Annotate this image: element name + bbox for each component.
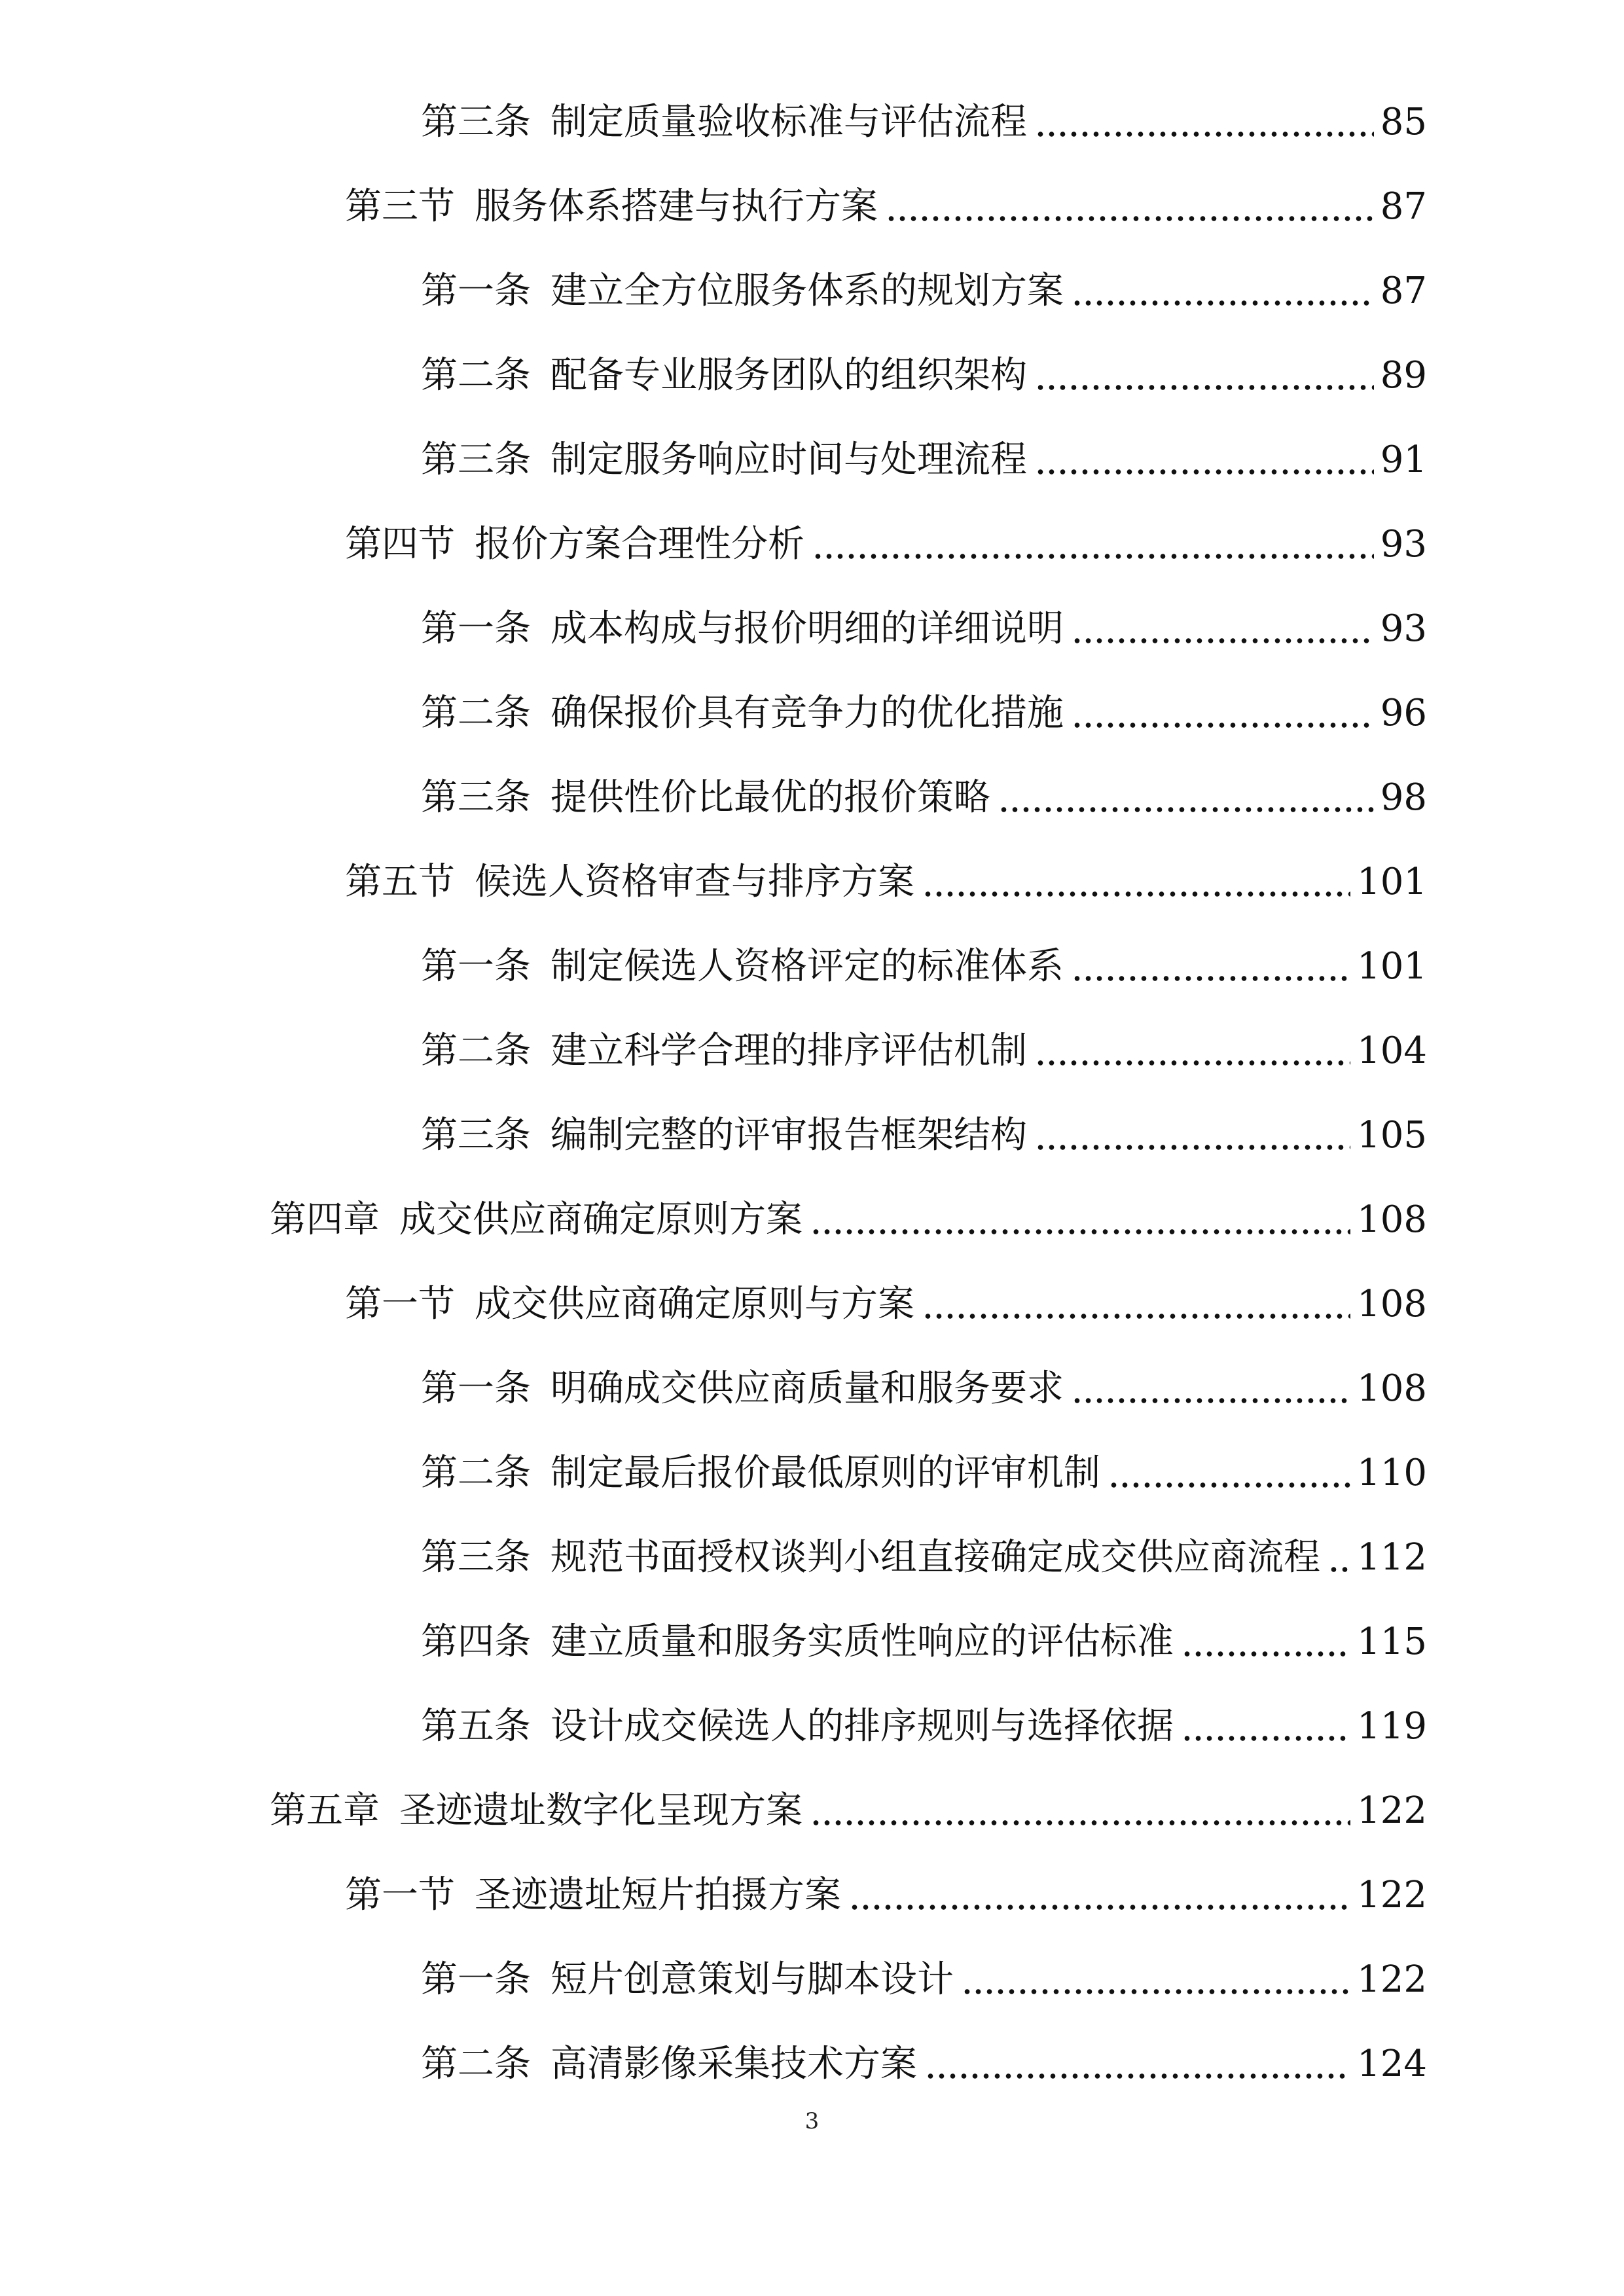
page-number: 3 xyxy=(804,2108,820,2134)
toc-entry-number: 第五章 xyxy=(270,1789,380,1832)
toc-entry-number: 第二条 xyxy=(421,1451,531,1494)
toc-entry-article[interactable] xyxy=(0,1937,1624,2022)
toc-entry-section[interactable] xyxy=(0,164,1624,249)
toc-entry-title: 建立科学合理的排序评估机制 xyxy=(550,1029,1027,1072)
toc-entry-title: 短片创意策划与脚本设计 xyxy=(550,1958,954,2001)
toc-entry-page: 93 xyxy=(1380,522,1427,565)
toc-entry-article[interactable] xyxy=(0,1515,1624,1600)
toc-entry-article[interactable] xyxy=(0,249,1624,333)
toc-entry-article[interactable] xyxy=(0,80,1624,164)
toc-entry-page: 108 xyxy=(1357,1282,1427,1325)
toc-entry-number: 第二条 xyxy=(421,2042,531,2085)
toc-entry-number: 第四条 xyxy=(421,1620,531,1663)
toc-entry-page: 104 xyxy=(1357,1029,1427,1072)
toc-entry-title: 制定服务响应时间与处理流程 xyxy=(550,438,1027,481)
toc-entry-title: 候选人资格审查与排序方案 xyxy=(475,860,914,903)
toc-entry-number: 第三条 xyxy=(421,438,531,481)
toc-entry-title: 确保报价具有竞争力的优化措施 xyxy=(550,691,1064,734)
toc-entry-section[interactable] xyxy=(0,502,1624,586)
toc-entry-number: 第二条 xyxy=(421,353,531,397)
toc-dot-leader xyxy=(812,551,1374,562)
toc-entry-number: 第一条 xyxy=(421,269,531,312)
toc-entry-section[interactable] xyxy=(0,840,1624,924)
toc-entry-page: 108 xyxy=(1357,1198,1427,1241)
toc-entry-title: 成本构成与报价明细的详细说明 xyxy=(550,607,1064,650)
toc-entry-page: 122 xyxy=(1357,1873,1427,1916)
toc-entry-title: 圣迹遗址数字化呈现方案 xyxy=(399,1789,803,1832)
toc-entry-title: 报价方案合理性分析 xyxy=(475,522,804,565)
toc-entry-article[interactable] xyxy=(0,2022,1624,2106)
toc-entry-title: 配备专业服务团队的组织架构 xyxy=(550,353,1027,397)
toc-dot-leader xyxy=(1035,1142,1350,1153)
toc-entry-page: 112 xyxy=(1357,1535,1427,1579)
toc-entry-page: 110 xyxy=(1357,1451,1427,1494)
toc-entry-page: 87 xyxy=(1380,269,1427,312)
toc-entry-title: 高清影像采集技术方案 xyxy=(550,2042,917,2085)
toc-entry-number: 第三节 xyxy=(345,185,455,228)
toc-dot-leader xyxy=(1072,636,1374,646)
toc-dot-leader xyxy=(1182,1733,1350,1744)
toc-entry-number: 第三条 xyxy=(421,1535,531,1579)
toc-entry-page: 108 xyxy=(1357,1367,1427,1410)
toc-entry-section[interactable] xyxy=(0,1262,1624,1346)
toc-entry-number: 第三条 xyxy=(421,776,531,819)
toc-dot-leader xyxy=(810,1227,1350,1237)
toc-entry-article[interactable] xyxy=(0,924,1624,1009)
toc-entry-number: 第一条 xyxy=(421,1958,531,2001)
toc-entry-title: 制定最后报价最低原则的评审机制 xyxy=(550,1451,1100,1494)
toc-entry-page: 122 xyxy=(1357,1789,1427,1832)
toc-entry-title: 规范书面授权谈判小组直接确定成交供应商流程 xyxy=(550,1535,1320,1579)
toc-entry-number: 第一节 xyxy=(345,1282,455,1325)
toc-entry-article[interactable] xyxy=(0,418,1624,502)
toc-dot-leader xyxy=(962,1986,1350,1997)
toc-entry-title: 成交供应商确定原则与方案 xyxy=(475,1282,914,1325)
toc-entry-page: 85 xyxy=(1380,100,1427,143)
toc-entry-article[interactable] xyxy=(0,1093,1624,1177)
toc-entry-title: 制定候选人资格评定的标准体系 xyxy=(550,944,1064,988)
toc-entry-page: 122 xyxy=(1357,1958,1427,2001)
toc-entry-number: 第一条 xyxy=(421,607,531,650)
toc-entry-title: 明确成交供应商质量和服务要求 xyxy=(550,1367,1064,1410)
toc-dot-leader xyxy=(998,804,1374,815)
toc-entry-page: 89 xyxy=(1380,353,1427,397)
toc-entry-chapter[interactable] xyxy=(0,1768,1624,1853)
toc-entry-chapter[interactable] xyxy=(0,1177,1624,1262)
toc-entry-page: 105 xyxy=(1357,1113,1427,1157)
toc-entry-number: 第一条 xyxy=(421,1367,531,1410)
toc-dot-leader xyxy=(1072,298,1374,308)
toc-entry-article[interactable] xyxy=(0,671,1624,755)
toc-dot-leader xyxy=(1072,720,1374,730)
toc-dot-leader xyxy=(1072,973,1350,984)
toc-entry-page: 87 xyxy=(1380,185,1427,228)
toc-entry-article[interactable] xyxy=(0,1600,1624,1684)
toc-entry-page: 98 xyxy=(1380,776,1427,819)
toc-dot-leader xyxy=(849,1902,1350,1912)
toc-dot-leader xyxy=(1182,1649,1350,1659)
toc-entry-number: 第三条 xyxy=(421,100,531,143)
toc-dot-leader xyxy=(886,213,1374,224)
toc-dot-leader xyxy=(1328,1564,1350,1575)
toc-entry-article[interactable] xyxy=(0,1346,1624,1431)
toc-entry-page: 115 xyxy=(1357,1620,1427,1663)
toc-entry-title: 建立全方位服务体系的规划方案 xyxy=(550,269,1064,312)
toc-dot-leader xyxy=(922,1311,1350,1321)
toc-entry-article[interactable] xyxy=(0,333,1624,418)
toc-entry-article[interactable] xyxy=(0,1431,1624,1515)
toc-entry-page: 124 xyxy=(1357,2042,1427,2085)
toc-dot-leader xyxy=(1035,382,1374,393)
toc-entry-title: 制定质量验收标准与评估流程 xyxy=(550,100,1027,143)
toc-entry-page: 91 xyxy=(1380,438,1427,481)
toc-entry-page: 96 xyxy=(1380,691,1427,734)
table-of-contents xyxy=(0,80,1624,2106)
toc-entry-title: 设计成交候选人的排序规则与选择依据 xyxy=(550,1704,1174,1748)
toc-entry-number: 第二条 xyxy=(421,1029,531,1072)
toc-entry-number: 第四章 xyxy=(270,1198,380,1241)
toc-entry-page: 101 xyxy=(1357,944,1427,988)
toc-entry-title: 成交供应商确定原则方案 xyxy=(399,1198,803,1241)
toc-entry-number: 第一节 xyxy=(345,1873,455,1916)
toc-entry-page: 101 xyxy=(1357,860,1427,903)
toc-entry-number: 第五节 xyxy=(345,860,455,903)
toc-dot-leader xyxy=(922,889,1350,899)
toc-entry-title: 提供性价比最优的报价策略 xyxy=(550,776,990,819)
toc-dot-leader xyxy=(810,1818,1350,1828)
toc-entry-page: 119 xyxy=(1357,1704,1427,1748)
toc-entry-number: 第五条 xyxy=(421,1704,531,1748)
toc-entry-title: 服务体系搭建与执行方案 xyxy=(475,185,878,228)
toc-entry-number: 第二条 xyxy=(421,691,531,734)
toc-dot-leader xyxy=(1072,1395,1350,1406)
toc-dot-leader xyxy=(1108,1480,1350,1490)
toc-dot-leader xyxy=(925,2071,1350,2081)
toc-dot-leader xyxy=(1035,129,1374,139)
toc-entry-number: 第三条 xyxy=(421,1113,531,1157)
toc-entry-page: 93 xyxy=(1380,607,1427,650)
toc-entry-title: 圣迹遗址短片拍摄方案 xyxy=(475,1873,841,1916)
toc-dot-leader xyxy=(1035,1058,1350,1068)
toc-entry-number: 第一条 xyxy=(421,944,531,988)
toc-entry-title: 编制完整的评审报告框架结构 xyxy=(550,1113,1027,1157)
toc-entry-article[interactable] xyxy=(0,1684,1624,1768)
toc-entry-article[interactable] xyxy=(0,586,1624,671)
toc-entry-number: 第四节 xyxy=(345,522,455,565)
toc-entry-title: 建立质量和服务实质性响应的评估标准 xyxy=(550,1620,1174,1663)
toc-entry-section[interactable] xyxy=(0,1853,1624,1937)
toc-dot-leader xyxy=(1035,467,1374,477)
toc-entry-article[interactable] xyxy=(0,1009,1624,1093)
toc-entry-article[interactable] xyxy=(0,755,1624,840)
